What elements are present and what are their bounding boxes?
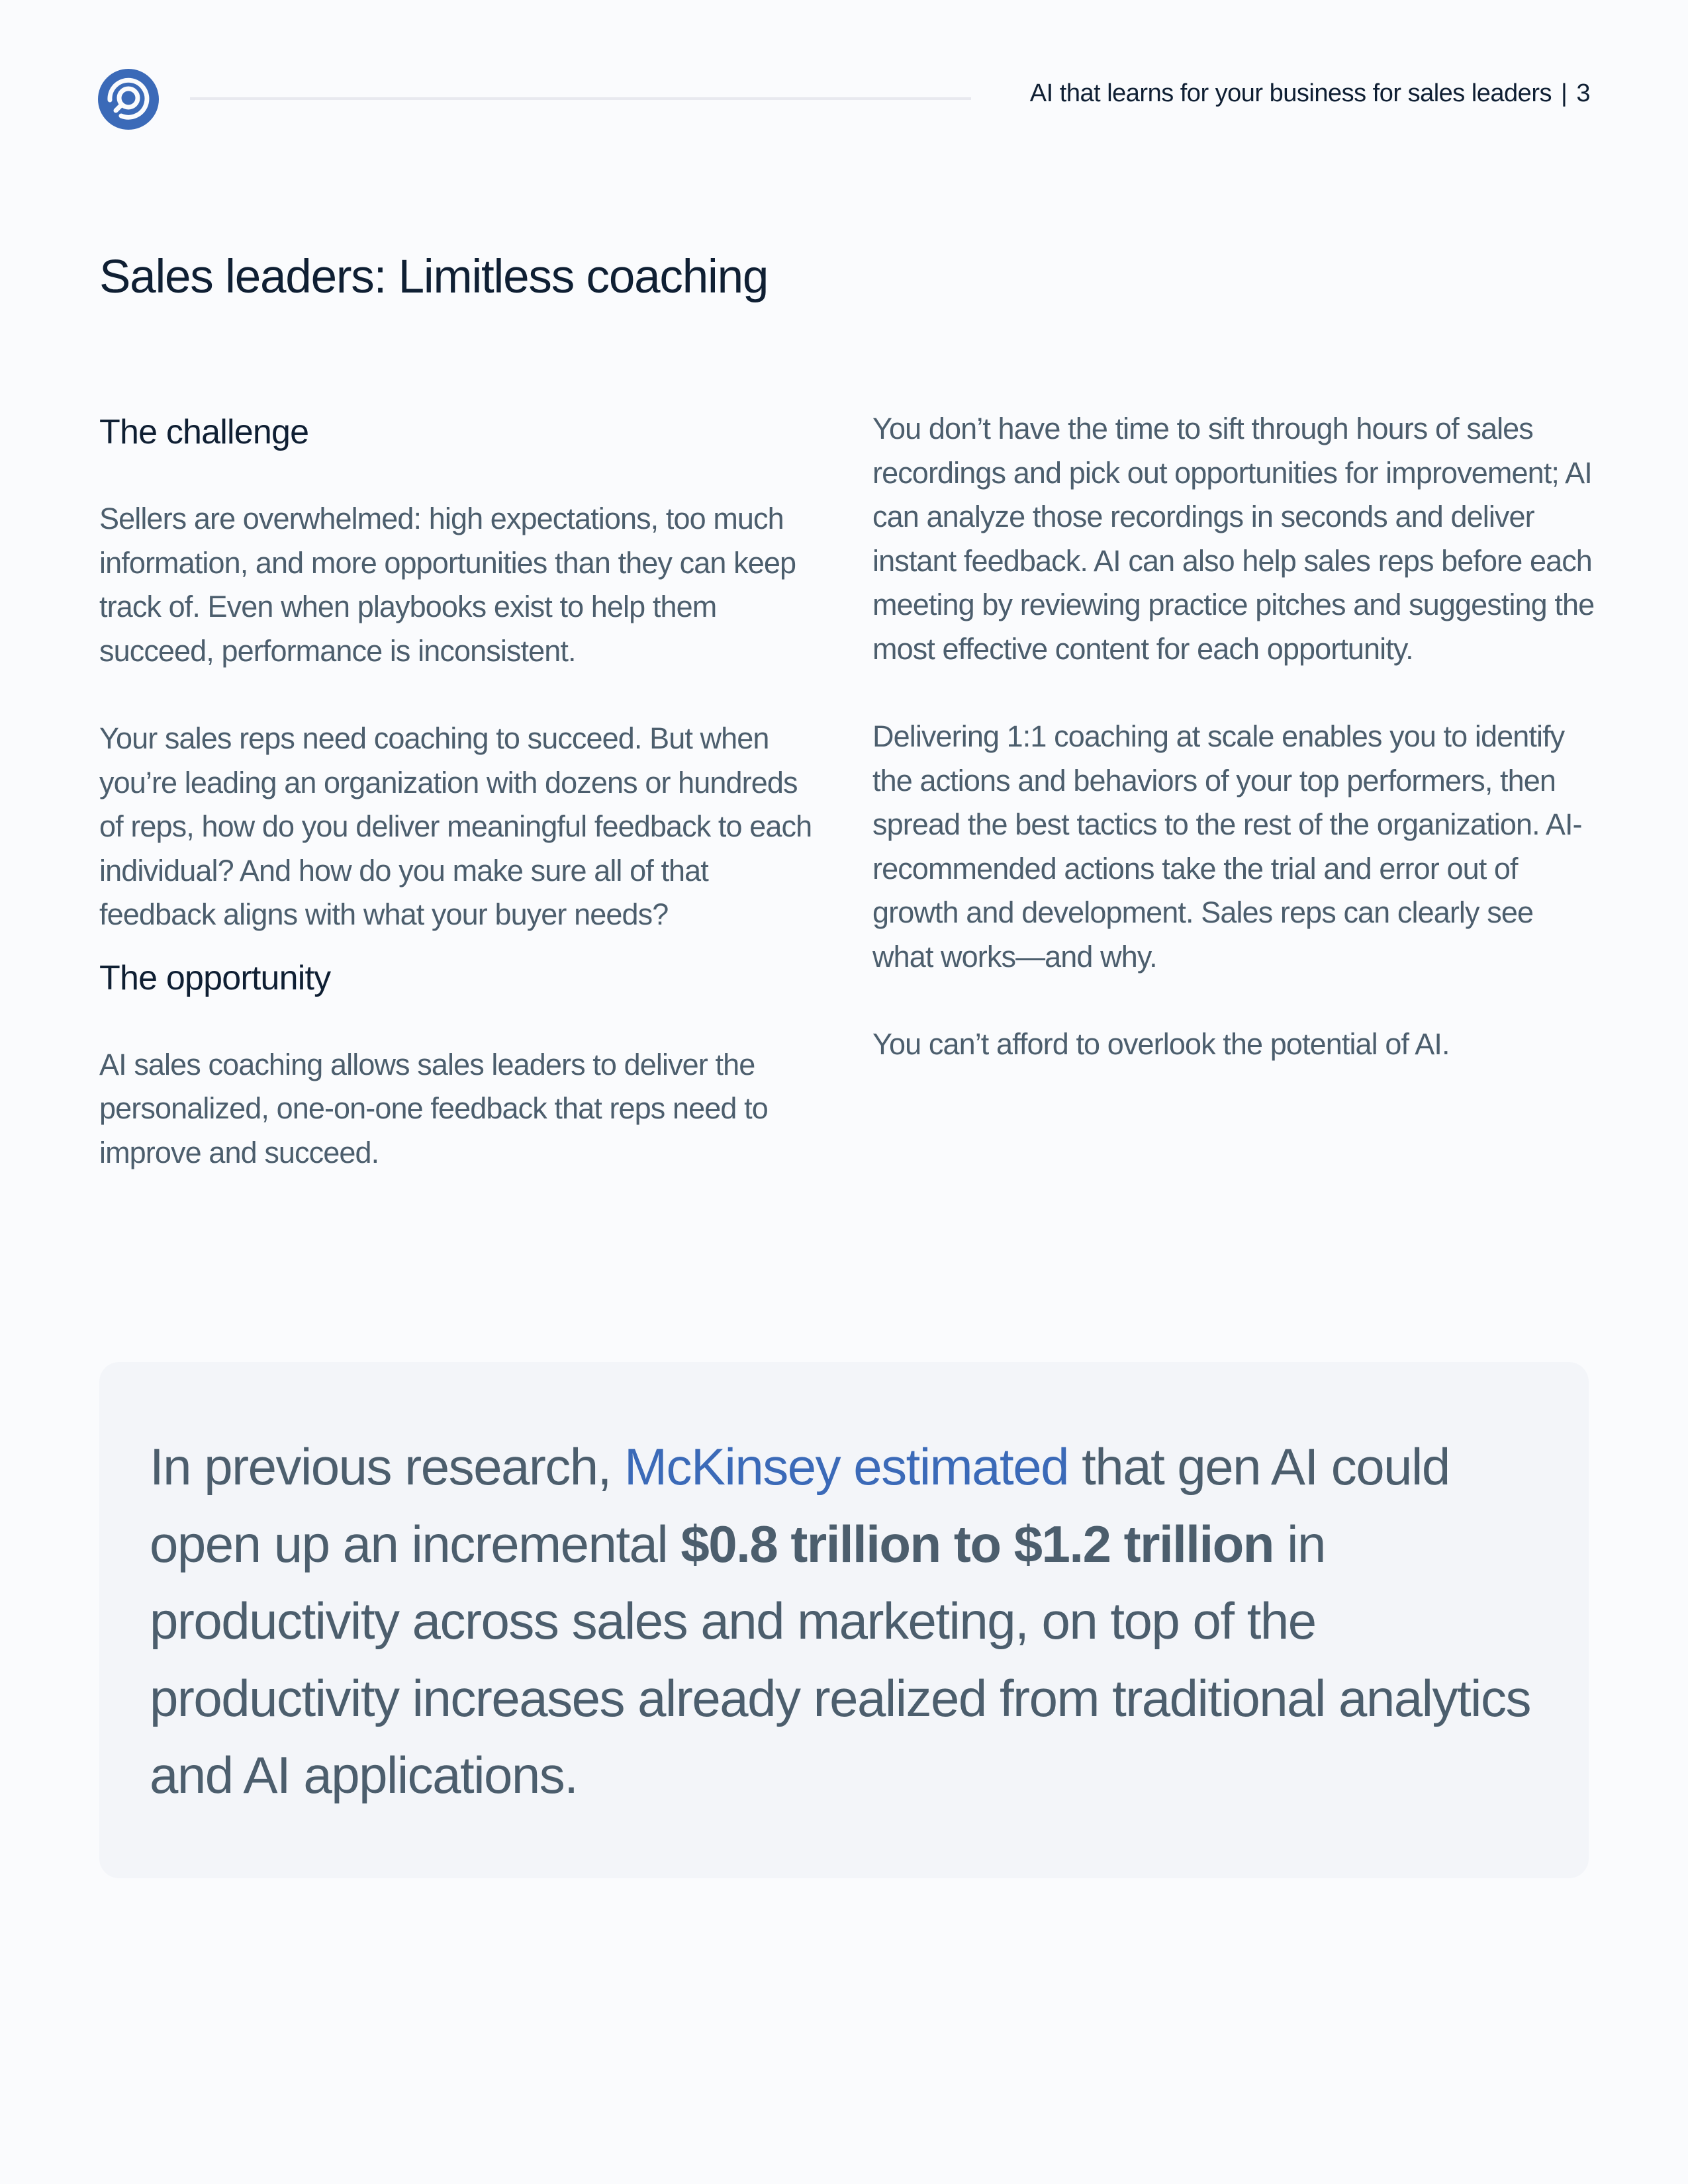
header-separator: | xyxy=(1560,79,1568,107)
callout-quote xyxy=(150,1428,1573,1814)
mckinsey-estimated-link[interactable]: McKinsey estimated xyxy=(624,1437,1068,1496)
page-title: Sales leaders: Limitless coaching xyxy=(99,251,769,303)
running-header xyxy=(1030,79,1590,108)
callout-bold-figure: $0.8 trillion to $1.2 trillion xyxy=(680,1514,1274,1573)
left-column xyxy=(99,407,821,1175)
page-number: 3 xyxy=(1576,79,1590,107)
challenge-paragraph-1: Sellers are overwhelmed: high expectations, too much information, and more opportunities than they can keep track of. Even when playbooks exist to help them succeed, performance is inconsistent. xyxy=(99,502,796,668)
right-paragraph-1: You don’t have the time to sift through hours of sales recordings and pick out opportunities for improvement; AI can analyze those recordings in seconds and deliver instant feedback. AI can also help sales reps before each meeting by reviewing practice pitches and suggesting the most effective content for each opportunity. xyxy=(872,412,1595,666)
challenge-paragraph-2: Your sales reps need coaching to succeed. But when you’re leading an organization with dozens or hundreds of reps, how do you deliver meaningful feedback to each individual? And how do you make sure all of that feedback aligns with what your buyer needs? xyxy=(99,721,812,931)
right-column xyxy=(872,407,1601,1067)
brand-logo-icon xyxy=(97,68,160,130)
running-title: AI that learns for your business for sales leaders xyxy=(1029,79,1552,107)
callout-text-end: in productivity across sales and marketing, on top of the productivity increases already realized from traditional analytics and AI applications. xyxy=(150,1514,1530,1804)
challenge-heading: The challenge xyxy=(99,413,309,451)
callout-text-start: In previous research, xyxy=(150,1437,625,1496)
opportunity-heading: The opportunity xyxy=(99,958,331,997)
callout-text-middle: that gen AI could open up an incremental xyxy=(150,1437,1450,1573)
header-rule-divider xyxy=(190,97,971,100)
right-paragraph-3: You can’t afford to overlook the potential of AI. xyxy=(872,1027,1450,1061)
opportunity-paragraph-1: AI sales coaching allows sales leaders to deliver the personalized, one-on-one feedback that reps need to improve and succeed. xyxy=(99,1047,768,1169)
callout-box xyxy=(99,1362,1589,1878)
right-paragraph-2: Delivering 1:1 coaching at scale enables you to identify the actions and behaviors of your top performers, then spread the best tactics to the rest of the organization. AI-recommended actions take the trial and error out of growth and development. Sales reps can clearly see what works—and why. xyxy=(872,719,1582,974)
